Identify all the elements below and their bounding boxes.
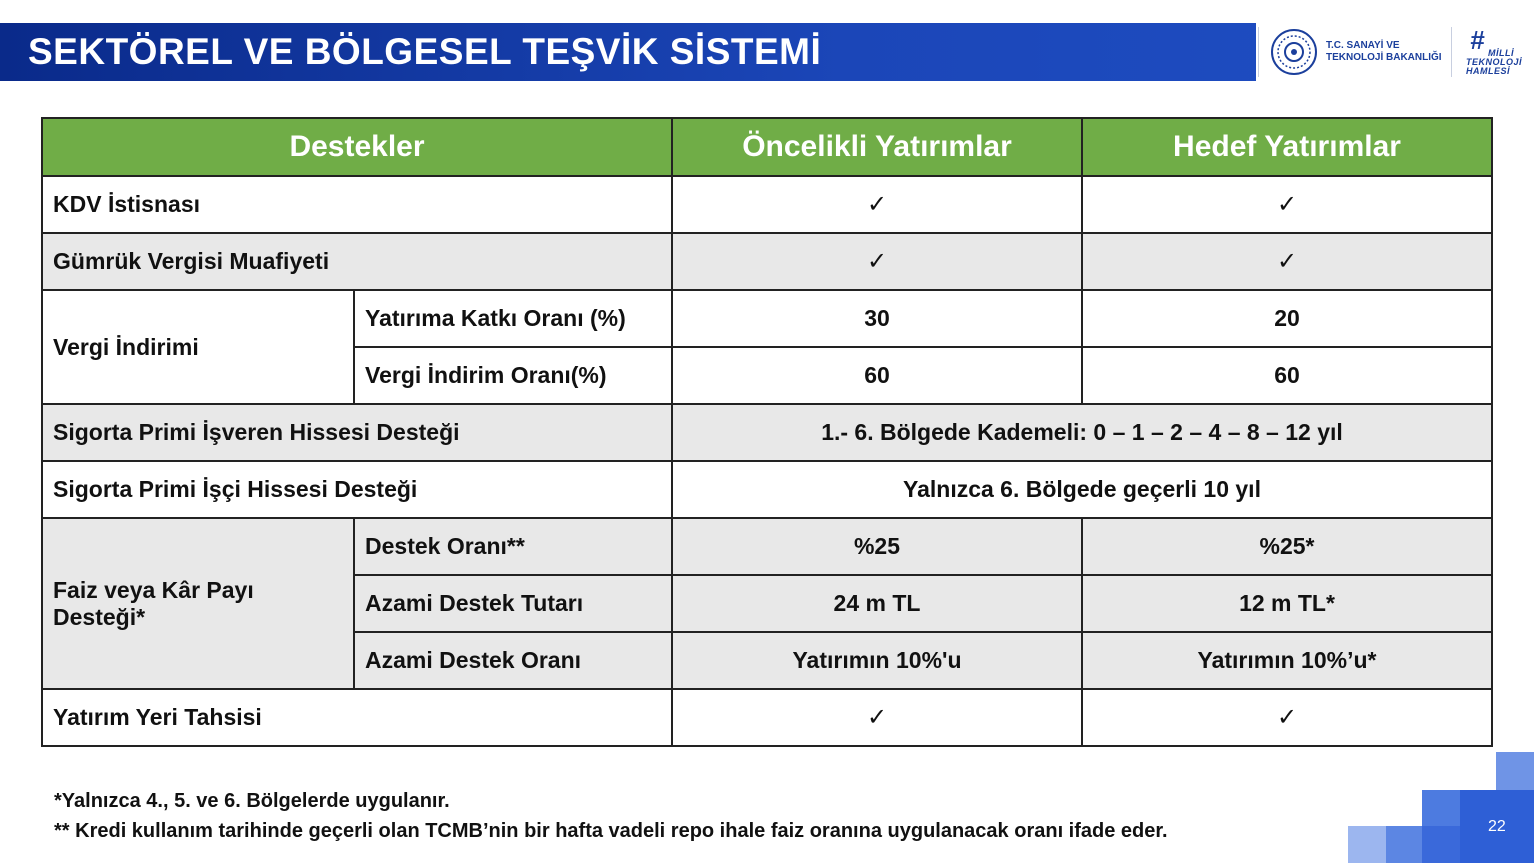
sub-label-katki: Yatırıma Katkı Oranı (%): [354, 290, 672, 347]
ministry-name: [1326, 40, 1442, 64]
value-destek-orani-hedef: %25*: [1082, 518, 1492, 575]
sub-label-azami-tutar: Azami Destek Tutarı: [354, 575, 672, 632]
ministry-seal-icon: [1270, 28, 1318, 76]
row-label-gumruk: Gümrük Vergisi Muafiyeti: [42, 233, 672, 290]
header-bar: [0, 23, 1534, 81]
table-row: [42, 404, 1492, 461]
value-sigorta-isci: Yalnızca 6. Bölgede geçerli 10 yıl: [672, 461, 1492, 518]
value-azami-tutar-hedef: 12 m TL*: [1082, 575, 1492, 632]
check-icon: ✓: [866, 704, 888, 731]
table-row: [42, 461, 1492, 518]
table-header-row: [42, 118, 1492, 176]
page-title: SEKTÖREL VE BÖLGESEL TEŞVİK SİSTEMİ: [28, 31, 822, 72]
sub-label-indirim: Vergi İndirim Oranı(%): [354, 347, 672, 404]
row-label-yatirim-yeri: Yatırım Yeri Tahsisi: [42, 689, 672, 746]
logo-area: [1256, 23, 1534, 81]
logo-divider: [1258, 27, 1259, 77]
check-icon: ✓: [866, 248, 888, 275]
header-hedef: Hedef Yatırımlar: [1082, 118, 1492, 176]
ministry-line1: T.C. SANAYİ VE: [1326, 40, 1400, 51]
table-row: [42, 233, 1492, 290]
faiz-line2: Desteği*: [53, 603, 146, 630]
row-label-sigorta-isveren: Sigorta Primi İşveren Hissesi Desteği: [42, 404, 672, 461]
value-indirim-hedef: 60: [1082, 347, 1492, 404]
header-destekler: Destekler: [42, 118, 672, 176]
mtk-line3: HAMLESİ: [1466, 66, 1510, 76]
check-icon: ✓: [1276, 248, 1298, 275]
mtk-line2: TEKNOLOJİ: [1466, 57, 1523, 67]
faiz-line1: Faiz veya Kâr Payı: [53, 576, 254, 603]
value-sigorta-isveren: 1.- 6. Bölgede Kademeli: 0 – 1 – 2 – 4 – 8 – 12 yıl: [672, 404, 1492, 461]
row-label-faiz: [42, 518, 354, 689]
hashtag-icon: #: [1470, 25, 1485, 55]
value-katki-oncelikli: 30: [672, 290, 1082, 347]
decorative-square: [1496, 752, 1534, 790]
value-katki-hedef: 20: [1082, 290, 1492, 347]
table-row: [42, 176, 1492, 233]
row-label-sigorta-isci: Sigorta Primi İşçi Hissesi Desteği: [42, 461, 672, 518]
decorative-square: [1386, 826, 1422, 863]
value-azami-tutar-oncelikli: 24 m TL: [672, 575, 1082, 632]
row-label-kdv: KDV İstisnası: [42, 176, 672, 233]
decorative-square: [1422, 790, 1460, 826]
check-icon: ✓: [1276, 704, 1298, 731]
sub-label-destek-orani: Destek Oranı**: [354, 518, 672, 575]
incentive-table: [41, 117, 1493, 747]
decorative-square: [1422, 826, 1460, 863]
mtk-line1: MİLLİ: [1488, 48, 1514, 58]
footnote-2: ** Kredi kullanım tarihinde geçerli olan TCMB’nin bir hafta vadeli repo ihale faiz oranına uygulanacak oranı ifade eder.: [54, 820, 1168, 842]
ministry-line2: TEKNOLOJİ BAKANLIĞI: [1326, 52, 1442, 63]
footnote-1: *Yalnızca 4., 5. ve 6. Bölgelerde uygulanır.: [54, 790, 450, 812]
header-oncelikli: Öncelikli Yatırımlar: [672, 118, 1082, 176]
milli-teknoloji-hamlesi-logo: [1464, 27, 1526, 77]
row-label-vergi-indirimi: Vergi İndirimi: [42, 290, 354, 404]
sub-label-azami-oran: Azami Destek Oranı: [354, 632, 672, 689]
table-row: [42, 689, 1492, 746]
page-number: 22: [1488, 818, 1506, 835]
value-destek-orani-oncelikli: %25: [672, 518, 1082, 575]
decorative-square: [1348, 826, 1386, 863]
footnotes: [54, 786, 1168, 846]
table-row: [42, 518, 1492, 575]
table-row: [42, 290, 1492, 347]
logo-divider: [1451, 27, 1452, 77]
check-icon: ✓: [1276, 191, 1298, 218]
value-azami-oran-oncelikli: Yatırımın 10%'u: [672, 632, 1082, 689]
check-icon: ✓: [866, 191, 888, 218]
value-indirim-oncelikli: 60: [672, 347, 1082, 404]
mtk-words: [1466, 49, 1522, 76]
value-azami-oran-hedef: Yatırımın 10%’u*: [1082, 632, 1492, 689]
